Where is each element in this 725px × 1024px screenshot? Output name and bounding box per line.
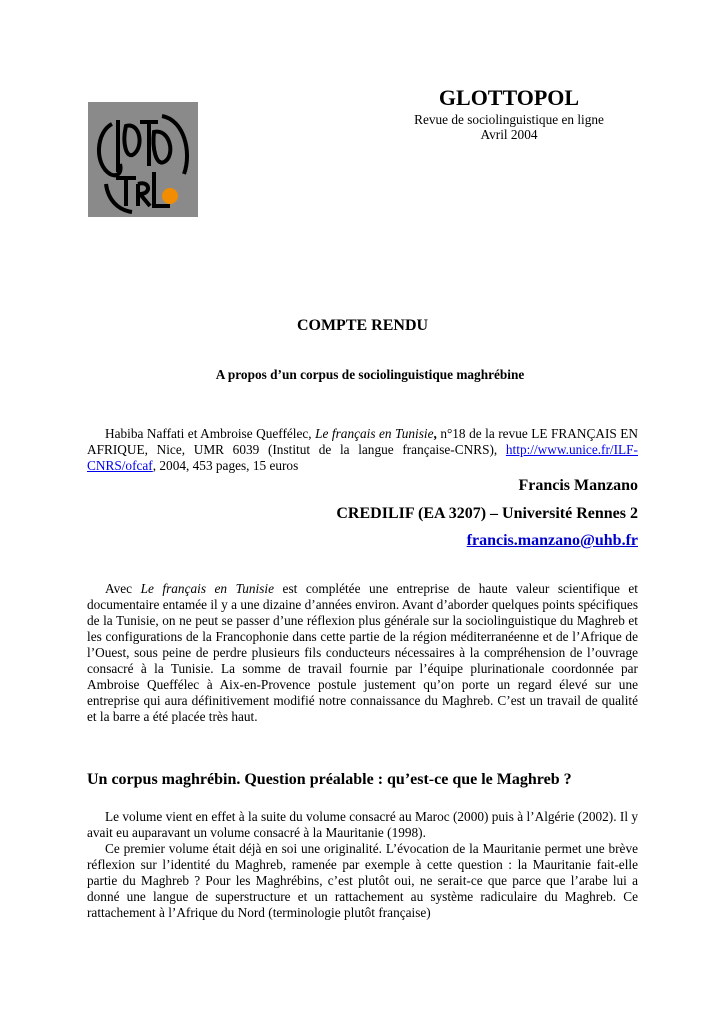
intro-text: est complétée une entreprise de haute valeur scientifique et documentaire entamée il y a une dizaine d’années environ. Avant d’aborder quelques points spécifiques de la Tunisie, on ne peut se passer d’une réflexion plus générale sur la sociolinguistique du Maghreb et les configurations de la Francophonie dans cette partie de la région méditerranéenne et de l’Afrique de l’Ouest, sous peine de perdre plusieurs fils conducteurs nécessaires à la compréhension de l’ouvrage consacré à la Tunisie. La somme de travail fournie par l’équipe plurinationale coordonnée par Ambroise Queffélec à Aix-en-Provence postule justement qu’on porte un regard élevé sur une entreprise qui aura définitivement modifié notre connaissance du Maghreb. C’est un travail de qualité et la barre a été placée très haut. (87, 581, 638, 724)
reference-details: n°18 de la revue LE FRANÇAIS EN AFRIQUE, Nice, UMR 6039 (Institut de la langue française-CNRS), (87, 426, 638, 457)
logo-orange-dot (162, 188, 178, 204)
intro-lead: Avec (105, 581, 141, 596)
author-email (467, 532, 638, 550)
author-name: Francis Manzano (518, 477, 638, 494)
reference-comma: , (433, 426, 437, 441)
journal-header (389, 84, 629, 142)
reference-book-title: Le français en Tunisie (315, 426, 434, 441)
section-heading: Un corpus maghrébin. Question préalable : qu’est-ce que le Maghreb ? (87, 771, 572, 788)
body-paragraph: Le volume vient en effet à la suite du volume consacré au Maroc (2000) puis à l’Algérie (2002). Il y avait eu auparavant un volume consacré à la Mauritanie (1998). (87, 809, 638, 840)
issue-date: Avril 2004 (480, 127, 538, 142)
intro-book-title: Le français en Tunisie (140, 581, 275, 596)
reference-tail: , 2004, 453 pages, 15 euros (152, 458, 299, 473)
author-email-link[interactable]: francis.manzano@uhb.fr (466, 532, 638, 549)
section-label: COMPTE RENDU (296, 317, 429, 334)
book-reference (87, 426, 638, 474)
reference-url-link[interactable]: http://www.unice.fr/ILF-CNRS/ofcaf (87, 442, 638, 473)
glottopol-logo (88, 102, 198, 217)
reference-authors: Habiba Naffati et Ambroise Queffélec, (105, 426, 316, 441)
article-title: A propos d’un corpus de sociolinguistique maghrébine (215, 367, 525, 382)
body-paragraph: Ce premier volume était déjà en soi une originalité. L’évocation de la Mauritanie permet une brève réflexion sur l’identité du Maghreb, ramenée par exemple à cette question : la Mauritanie fait-elle partie du Maghreb ? Pour les Maghrébins, c’est plutôt oui, ne serait-ce que parce que l’arabe lui a donné une langue de superstructure et un rattachement au système radiculaire du Maghreb. Ce rattachement à l’Afrique du Nord (terminologie plutôt française) (87, 841, 638, 920)
author-institution: CREDILIF (EA 3207) – Université Rennes 2 (336, 505, 638, 522)
intro-paragraph (87, 581, 638, 725)
journal-subtitle: Revue de sociolinguistique en ligne (414, 112, 604, 127)
journal-title: GLOTTOPOL (438, 85, 580, 110)
section-body (87, 809, 638, 921)
logo-graphic (88, 102, 198, 217)
